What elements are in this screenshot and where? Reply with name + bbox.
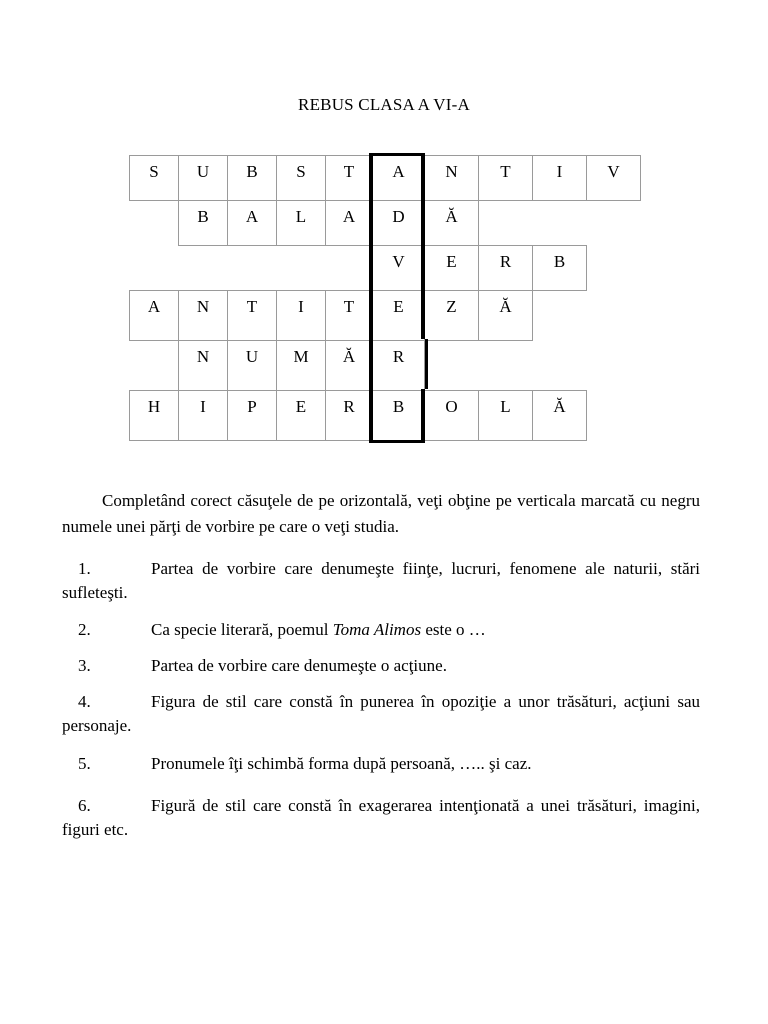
crossword-cell: I xyxy=(532,155,587,201)
poem-title: Toma Alimos xyxy=(332,620,422,639)
page-title: REBUS CLASA A VI-A xyxy=(298,95,470,114)
crossword-cell: H xyxy=(129,390,179,441)
crossword-cell: A xyxy=(325,200,373,246)
crossword-cell: S xyxy=(276,155,326,201)
crossword-cell: Z xyxy=(424,290,479,341)
crossword-cell: Ă xyxy=(424,200,479,246)
crossword-cell: T xyxy=(325,155,373,201)
vertical-border-left xyxy=(369,153,373,443)
crossword-cell: O xyxy=(424,390,479,441)
vertical-border-top xyxy=(369,153,425,156)
crossword-cell: R xyxy=(372,340,425,391)
crossword-cell: Ă xyxy=(478,290,533,341)
crossword-cell: A xyxy=(227,200,277,246)
question-number: 3. xyxy=(78,656,91,675)
crossword-cell: E xyxy=(372,290,425,341)
crossword-cell: M xyxy=(276,340,326,391)
question-number: 1. xyxy=(78,559,91,578)
crossword-cell: R xyxy=(478,245,533,291)
crossword-cell: Ă xyxy=(532,390,587,441)
crossword-cell: S xyxy=(129,155,179,201)
crossword-cell: V xyxy=(586,155,641,201)
question-text: Figura de stil care constă în punerea în opoziţie a unor trăsături, acţiuni sau personaje. xyxy=(62,692,700,735)
crossword-cell: I xyxy=(276,290,326,341)
vertical-border-bottom xyxy=(369,440,425,443)
crossword-cell: L xyxy=(276,200,326,246)
crossword-cell: B xyxy=(372,390,425,441)
question-3 xyxy=(62,654,700,678)
crossword-cell: P xyxy=(227,390,277,441)
crossword-cell: E xyxy=(424,245,479,291)
question-4 xyxy=(62,690,700,738)
question-2 xyxy=(62,618,700,642)
crossword-cell: E xyxy=(276,390,326,441)
crossword-cell: I xyxy=(178,390,228,441)
crossword-cell: N xyxy=(424,155,479,201)
crossword-cell: N xyxy=(178,340,228,391)
crossword-cell: N xyxy=(178,290,228,341)
crossword-cell: D xyxy=(372,200,425,246)
question-text-after: este o … xyxy=(421,620,486,639)
crossword-cell: V xyxy=(372,245,425,291)
crossword-cell: U xyxy=(178,155,228,201)
question-1 xyxy=(62,557,700,605)
crossword-cell: Ă xyxy=(325,340,373,391)
crossword-cell: A xyxy=(372,155,425,201)
question-number: 4. xyxy=(78,692,91,711)
question-6 xyxy=(62,794,700,842)
crossword-cell: T xyxy=(227,290,277,341)
question-text: Figură de stil care constă în exagerarea intenţionată a unei trăsături, imagini, figuri etc. xyxy=(62,796,700,839)
crossword-cell: L xyxy=(478,390,533,441)
crossword-cell: A xyxy=(129,290,179,341)
crossword-cell: B xyxy=(227,155,277,201)
crossword-cell: B xyxy=(532,245,587,291)
crossword-cell: R xyxy=(325,390,373,441)
crossword-cell: T xyxy=(478,155,533,201)
instructions-paragraph: Completând corect căsuţele de pe orizontală, veţi obţine pe verticala marcată cu negru numele unei părţi de vorbire pe care o veţi studia. xyxy=(62,491,700,536)
question-5 xyxy=(62,752,700,776)
crossword-cell: B xyxy=(178,200,228,246)
crossword-cell: T xyxy=(325,290,373,341)
question-number: 6. xyxy=(78,796,91,815)
vertical-border-right-lower xyxy=(421,389,425,443)
question-text: Partea de vorbire care denumeşte o acţiune. xyxy=(151,656,447,675)
question-text: Partea de vorbire care denumeşte fiinţe, lucruri, fenomene ale naturii, stări sufleteşti. xyxy=(62,559,700,602)
question-text: Pronumele îţi schimbă forma după persoană, ….. şi caz. xyxy=(151,754,532,773)
crossword-cell: U xyxy=(227,340,277,391)
question-text-before: Ca specie literară, poemul xyxy=(151,620,333,639)
question-number: 5. xyxy=(78,754,91,773)
vertical-border-right-mid xyxy=(425,339,428,389)
vertical-border-right-upper xyxy=(421,153,425,339)
crossword-grid xyxy=(0,0,768,460)
question-number: 2. xyxy=(78,620,91,639)
